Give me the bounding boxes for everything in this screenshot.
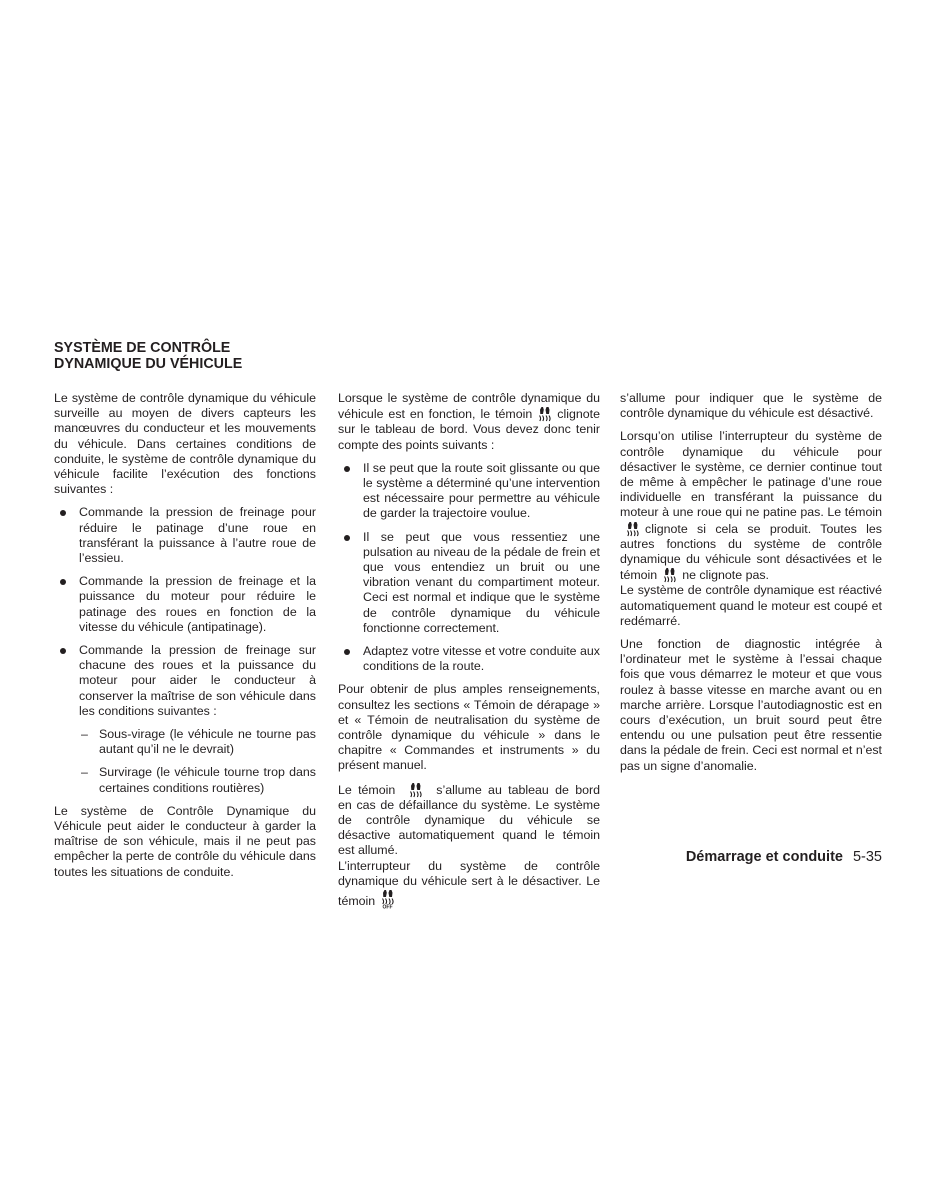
list-item: Adaptez votre vitesse et votre conduite aux conditions de la route. [338,644,600,674]
paragraph: s’allume pour indiquer que le système de contrôle dynamique du véhicule est désactivé. [620,391,882,421]
paragraph: Une fonction de diagnostic intégrée à l’ordinateur met le système à l’essai chaque fois que vous démarrez le moteur et que vous roulez à basse vitesse en marche avant ou en marche arrière. Lorsque l’autodiagnostic est en cours d’exécution, un bruit sourd peut être entendu ou une pulsation peut être ressentie dans la pédale de frein. Ceci est normal et n’est pas un signe d’anomalie. [620,637,882,773]
paragraph: Le système de contrôle dynamique est réactivé automatiquement quand le moteur est coupé et redémarré. [620,583,882,628]
paragraph: Lorsqu’on utilise l’interrupteur du système de contrôle dynamique du véhicule pour désactiver le système, ce dernier continue tout de même à empêcher le patinage d’une roue individuelle en transférant la puissance du moteur à une roue qui ne patine pas. Le témoin clignote si cela se produit. Toutes les autres fonctions du système de contrôle dynamique du véhicule sont désactivées et le témoin ne clignote pas. [620,429,882,583]
list-item: Commande la pression de freinage et la puissance du moteur pour réduire le patinage des roues en fonction de la vitesse du véhicule (antipatinage). [54,574,316,635]
vdc-off-icon [381,889,394,909]
page-footer [686,849,882,865]
vdc-warning-icon [663,567,676,583]
column-3 [620,391,882,782]
page-number: 5-35 [852,849,882,865]
section-name: Démarrage et conduite [685,849,843,865]
paragraph: Lorsque le système de contrôle dynamique du véhicule est en fonction, le témoin clignote sur le tableau de bord. Vous devez donc tenir compte des points suivants : [338,391,600,452]
svg-text:OFF: OFF [382,904,393,910]
column-2 [338,391,600,909]
list-item: Il se peut que vous ressentiez une pulsation au niveau de la pédale de frein et que vous entendiez un bruit ou une vibration venant du compartiment moteur. Ceci est normal et indique que le système de contrôle dynamique du véhicule fonctionne correctement. [338,530,600,636]
paragraph: L’interrupteur du système de contrôle dynamique du véhicule sert à le désactiver. Le témoin OFF [338,858,600,910]
title-line-2: DYNAMIQUE DU VÉHICULE [54,356,243,372]
vdc-warning-icon [626,521,639,537]
list-item: Il se peut que la route soit glissante ou que le système a déterminé qu’une intervention est nécessaire pour permettre au véhicule de garder la trajectoire voulue. [338,461,600,522]
function-list [54,505,316,795]
vdc-warning-icon [409,782,422,798]
list-item: Commande la pression de freinage sur chacune des roues et la puissance du moteur pour aider le conducteur à conserver la maîtrise de son véhicule dans les conditions suivantes : – Sous-virage (le véhicule ne tourne pas autant qu’il ne le devrait) – Survirage (le véhicule tourne trop dans certaines conditions routières) [54,643,316,796]
caution-list [338,461,600,675]
paragraph: Pour obtenir de plus amples renseignements, consultez les sections « Témoin de dérapage » et « Témoin de neutralisation du système de contrôle dynamique du véhicule » dans le chapitre « Commandes et instruments » du présent manuel. [338,682,600,773]
condition-list [79,727,316,796]
intro-paragraph: Le système de contrôle dynamique du véhicule surveille au moyen de divers capteurs les manœuvres du conducteur et les mouvements du véhicule. Dans certaines conditions de conduite, le système de contrôle dynamique du véhicule facilite l’exécution des fonctions suivantes : [54,391,316,497]
list-item: – Sous-virage (le véhicule ne tourne pas autant qu’il ne le devrait) [79,727,316,757]
list-item: – Survirage (le véhicule tourne trop dans certaines conditions routières) [79,765,316,795]
column-1 [54,391,316,888]
paragraph: Le témoin s’allume au tableau de bord en cas de défaillance du système. Le système de contrôle dynamique du véhicule se désactive automatiquement quand le témoin est allumé. [338,782,601,858]
outro-paragraph: Le système de Contrôle Dynamique du Véhicule peut aider le conducteur à garder la maîtrise de son véhicule, mais il ne peut pas empêcher la perte de contrôle du véhicule dans toutes les situations de conduite. [54,803,316,879]
page-title [54,340,334,372]
vdc-warning-icon [538,406,551,422]
title-line-1: SYSTÈME DE CONTRÔLE [54,340,231,356]
list-item: Commande la pression de freinage pour réduire le patinage d’une roue en transférant la puissance à l’autre roue de l’essieu. [54,505,316,566]
